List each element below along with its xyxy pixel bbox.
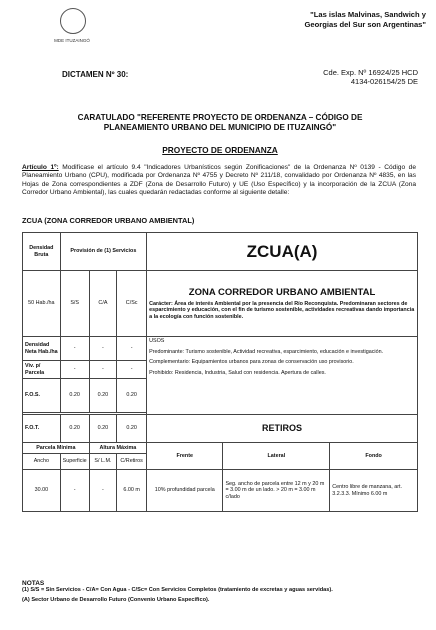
retiros-title: RETIROS [147,415,418,443]
ca-cell: C/A [89,271,117,337]
usos-complementario: Complementario: Equipamientos urbanos para zonas de conservación uso provisorio. [149,359,354,366]
municipality-logo [52,8,92,50]
zone-code-cell [147,233,418,271]
articulo-label: Artículo 1º: [22,164,59,171]
articulo-1 [22,164,416,198]
zcua-subtitle: ZCUA (ZONA CORREDOR URBANO AMBIENTAL) [22,216,195,225]
caratulado-line-1: CARATULADO "REFERENTE PROYECTO DE ORDENANZA – CÓDIGO DE [77,113,363,122]
usos-cell [147,337,418,415]
usos-predominante: Predominante: Turismo sostenible, Actividad recreativa, esparcimiento, educación e investigación. [149,348,384,355]
expediente-reference [323,68,418,86]
usos-prohibido: Prohibido: Residencia, Industria, Salud con residencia. Apertura de calles. [149,369,326,376]
dash-cell: - [117,337,147,361]
lateral-header: Lateral [223,443,330,470]
ss-cell: S/S [60,271,89,337]
superficie-value: - [60,470,89,512]
viv-parcela-label: Viv. p/ Parcela [23,361,61,379]
altura-maxima-header: Altura Máxima [89,443,146,454]
fot-ca-value: 0.20 [89,415,117,443]
densidad-bruta-header: Densidad Bruta [23,233,61,271]
fos-csc-value: 0.20 [117,379,147,413]
articulo-text: Modifícase el artículo 9.4 "Indicadores Urbanísticos según Zonificaciones" de la Ordenanza Nº 0139 - Código de Planeamiento Urbano (CPU), modificada por Ordenanza Nº 4755 y Decreto Nº 211/18, convalidado por Ordenanza Nº 4835, en las Hojas de Zona correspondientes a ZDF (Zona de Desarrollo Futuro) y UE (Uso Específico) y la incorporación de la ZCUA (Zona Corredor Urbano Ambiental), las cuales quedarán redactadas conforme al siguiente detalle: [22,164,416,197]
caracter-text: Carácter: Área de interés Ambiental por la presencia del Río Reconquista. Predominaran sectores de esparcimiento y educación, con el fin de turismo sostenible, actividades recreativas dando importancia a la ecología con función sostenible. [149,300,415,320]
dash-cell: - [89,337,117,361]
notes-section [22,580,418,605]
motto [226,10,426,30]
lateral-value: Seg. ancho de parcela entre 12 m y 20 m = 3.00 m de un lado. > 20 m = 3.00 m c/lado [223,470,330,512]
superficie-header: Superficie [60,454,89,470]
zone-name-cell [147,271,418,337]
frente-value: 10% profundidad parcela [147,470,223,512]
motto-line-1: "Las islas Malvinas, Sandwich y [310,10,426,19]
note-2: (A) Sector Urbano de Desarrollo Futuro (Convenio Urbano Específico). [22,597,210,604]
fos-label: F.O.S. [23,379,61,413]
fondo-value: Centro libre de manzana, art. 3.2.3.3. Mínimo 6.00 m [330,470,418,512]
zone-table [22,232,418,512]
dictamen-number: DICTAMEN Nº 30: [62,70,129,79]
ancho-value: 30.00 [23,470,61,512]
zone-code: ZCUA(A) [246,241,318,261]
logo-text: MDE ITUZAINGÓ [54,38,90,43]
zone-name: ZONA CORREDOR URBANO AMBIENTAL [188,286,376,298]
csc-cell: C/Sc [117,271,147,337]
frente-header: Frente [147,443,223,470]
fos-ss-value: 0.20 [60,379,89,413]
fot-csc-value: 0.20 [117,415,147,443]
motto-line-2: Georgias del Sur son Argentinas" [304,20,426,29]
caratulado-line-2: PLANEAMIENTO URBANO DEL MUNICIPIO DE ITUZAINGÓ" [103,123,337,132]
parcela-minima-header: Parcela Mínima [23,443,90,454]
proyecto-title: PROYECTO DE ORDENANZA [162,145,278,155]
seal-icon [60,8,86,34]
cretiros-value: 6.00 m [117,470,147,512]
dash-cell: - [60,361,89,379]
fos-ca-value: 0.20 [89,379,117,413]
provision-servicios-header: Provisión de (1) Servicios [60,233,146,271]
fondo-header: Fondo [330,443,418,470]
usos-title: USOS [149,338,165,344]
dash-cell: - [60,337,89,361]
slm-value: - [89,470,117,512]
fot-label: F.O.T. [23,415,61,443]
slm-header: S/ L.M. [89,454,117,470]
note-1: (1) S/S = Sin Servicios - C/A= Con Agua - C/Sc= Con Servicios Completos (tratamiento de excretas y aguas servidas). [22,587,333,594]
dash-cell: - [117,361,147,379]
notes-title: NOTAS [22,580,45,587]
expediente-line-2: 4134-026154/25 DE [350,77,418,86]
hab-ha-cell: 50 Hab./ha [23,271,61,337]
fot-ss-value: 0.20 [60,415,89,443]
caratulado-title [40,113,400,133]
cretiros-header: C/Retiros [117,454,147,470]
dash-cell: - [89,361,117,379]
densidad-neta-label: Densidad Neta Hab./ha [23,337,61,361]
ancho-header: Ancho [23,454,61,470]
expediente-line-1: Cde. Exp. Nº 16924/25 HCD [323,68,418,77]
